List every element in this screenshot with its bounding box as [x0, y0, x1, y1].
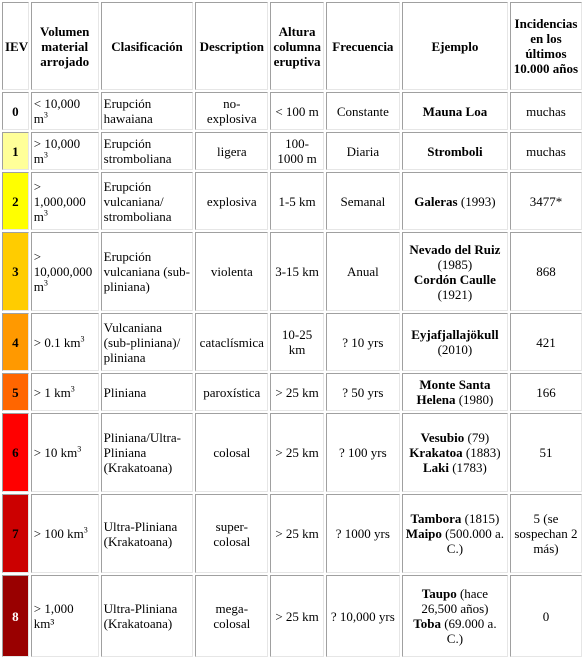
volcano-name: Vesubio — [420, 430, 465, 445]
clasificacion-cell: Erupción hawaiana — [101, 92, 194, 130]
descripcion-cell: ligera — [195, 132, 268, 170]
header-descripcion: Description — [195, 2, 268, 90]
ejemplo-cell — [402, 92, 508, 130]
volcano-name: Tambora — [410, 511, 462, 526]
volcano-name: Eyjafjallajökull — [411, 327, 499, 342]
volcano-name: Monte Santa Helena — [416, 377, 491, 407]
clasificacion-cell: Ultra-Pliniana (Krakatoana) — [101, 575, 194, 657]
volumen-cell: > 1,000,000 $m^3$ — [31, 172, 99, 230]
incidencias-cell: 868 — [510, 232, 582, 311]
cubic-superscript: 3 — [43, 110, 48, 120]
header-volumen: Volumen material arrojado — [31, 2, 99, 90]
descripcion-cell: cataclísmica — [195, 313, 268, 371]
ejemplo-cell — [402, 575, 508, 657]
frecuencia-cell: ? 10 yrs — [326, 313, 400, 371]
ejemplo-cell — [402, 373, 508, 411]
altura-cell: > 25 km — [270, 494, 324, 573]
altura-cell: > 25 km — [270, 373, 324, 411]
clasificacion-cell: Erupción vulcaniana/ stromboliana — [101, 172, 194, 230]
descripcion-cell: violenta — [195, 232, 268, 311]
volcano-year: (hace 26,500 años) — [421, 586, 489, 616]
clasificacion-cell: Ultra-Pliniana (Krakatoana) — [101, 494, 194, 573]
iev-cell: 5 — [2, 373, 29, 411]
volcano-name: Stromboli — [427, 143, 483, 159]
volcano-name: Mauna Loa — [422, 103, 488, 119]
cubic-superscript: 3 — [70, 384, 75, 394]
clasificacion-cell: Erupción stromboliana — [101, 132, 194, 170]
volcano-name: Galeras — [414, 193, 458, 209]
altura-cell: > 25 km — [270, 575, 324, 657]
ejemplo-cell — [402, 313, 508, 371]
descripcion-cell: mega-colosal — [195, 575, 268, 657]
iev-cell: 0 — [2, 92, 29, 130]
descripcion-cell: paroxística — [195, 373, 268, 411]
header-row — [2, 2, 582, 90]
table-row — [2, 232, 582, 311]
volumen-cell: > 10 $km^3$ — [31, 413, 99, 492]
clasificacion-cell: Pliniana/Ultra-Pliniana (Krakatoana) — [101, 413, 194, 492]
iev-cell: 2 — [2, 172, 29, 230]
volcano-name: Krakatoa — [409, 445, 463, 460]
iev-cell: 6 — [2, 413, 29, 492]
volcano-year: (1815) — [461, 511, 500, 526]
cubic-superscript: 3 — [43, 150, 48, 160]
volcano-name: Toba — [413, 616, 441, 631]
volcano-year: (1993) — [457, 193, 496, 209]
volcano-name: Maipo — [405, 526, 442, 541]
header-iev: IEV — [2, 2, 29, 90]
volumen-cell: > 0.1 $km^3$ — [31, 313, 99, 371]
cubic-superscript: 3 — [43, 278, 48, 288]
volcano-name: Nevado del Ruiz — [409, 241, 501, 257]
frecuencia-cell: Diaria — [326, 132, 400, 170]
incidencias-cell: 166 — [510, 373, 582, 411]
volcano-year: (1980) — [455, 392, 494, 407]
ejemplo-cell — [402, 232, 508, 311]
iev-cell: 3 — [2, 232, 29, 311]
cubic-superscript: 3 — [43, 208, 48, 218]
table-row — [2, 172, 582, 230]
incidencias-cell: 0 — [510, 575, 582, 657]
descripcion-cell: colosal — [195, 413, 268, 492]
header-frecuencia: Frecuencia — [326, 2, 400, 90]
frecuencia-cell: Constante — [326, 92, 400, 130]
table-row — [2, 494, 582, 573]
clasificacion-cell: Vulcaniana (sub-pliniana)/ pliniana — [101, 313, 194, 371]
incidencias-cell: 51 — [510, 413, 582, 492]
volcano-name: Taupo — [421, 586, 457, 601]
incidencias-cell: muchas — [510, 92, 582, 130]
cubic-superscript: 3 — [83, 525, 88, 535]
incidencias-cell: 421 — [510, 313, 582, 371]
altura-cell: 3-15 km — [270, 232, 324, 311]
iev-cell: 7 — [2, 494, 29, 573]
volcano-name: Laki — [422, 460, 449, 475]
altura-cell: 1-5 km — [270, 172, 324, 230]
iev-cell: 4 — [2, 313, 29, 371]
table-row — [2, 313, 582, 371]
frecuencia-cell: ? 10,000 yrs — [326, 575, 400, 657]
table-row — [2, 575, 582, 657]
descripcion-cell: super-colosal — [195, 494, 268, 573]
volcano-year: (2010) — [437, 342, 473, 357]
clasificacion-cell: Pliniana — [101, 373, 194, 411]
frecuencia-cell: ? 100 yrs — [326, 413, 400, 492]
cubic-superscript: 3 — [77, 444, 82, 454]
table-row — [2, 132, 582, 170]
header-clasificacion: Clasificación — [101, 2, 194, 90]
volumen-cell: > 10,000,000 $m^3$ — [31, 232, 99, 311]
volumen-cell: > 1,000 km³ — [31, 575, 99, 657]
volcano-year: (1783) — [448, 460, 487, 475]
clasificacion-cell: Erupción vulcaniana (sub-pliniana) — [101, 232, 194, 311]
altura-cell: 10-25 km — [270, 313, 324, 371]
altura-cell: 100-1000 m — [270, 132, 324, 170]
incidencias-cell: 3477* — [510, 172, 582, 230]
iev-cell: 8 — [2, 575, 29, 657]
ejemplo-cell — [402, 172, 508, 230]
header-ejemplo: Ejemplo — [402, 2, 508, 90]
incidencias-cell: 5 (se sospechan 2 más) — [510, 494, 582, 573]
frecuencia-cell: ? 50 yrs — [326, 373, 400, 411]
volumen-cell: > 10,000 $m^3$ — [31, 132, 99, 170]
ejemplo-cell — [402, 413, 508, 492]
volumen-cell: > 100 $km^3$ — [31, 494, 99, 573]
table-row — [2, 92, 582, 130]
descripcion-cell: no-explosiva — [195, 92, 268, 130]
altura-cell: < 100 m — [270, 92, 324, 130]
incidencias-cell: muchas — [510, 132, 582, 170]
altura-cell: > 25 km — [270, 413, 324, 492]
table-row — [2, 373, 582, 411]
frecuencia-cell: Anual — [326, 232, 400, 311]
ejemplo-cell — [402, 494, 508, 573]
volcano-year: (69.000 a. C.) — [440, 616, 497, 646]
volcano-year: (79) — [464, 430, 490, 445]
iev-cell: 1 — [2, 132, 29, 170]
header-altura: Altura columna eruptiva — [270, 2, 324, 90]
volcano-year: (500.000 a. C.) — [441, 526, 505, 556]
frecuencia-cell: ? 1000 yrs — [326, 494, 400, 573]
table-row — [2, 413, 582, 492]
descripcion-cell: explosiva — [195, 172, 268, 230]
volcano-year: (1883) — [462, 445, 501, 460]
volcano-year: (1921) — [437, 286, 473, 302]
header-incidencias: Incidencias en los últimos 10.000 años — [510, 2, 582, 90]
ejemplo-cell — [402, 132, 508, 170]
volcano-name: Cordón Caulle — [413, 271, 496, 287]
volcano-year: (1985) — [437, 256, 473, 272]
volumen-cell: < 10,000 $m^3$ — [31, 92, 99, 130]
volumen-cell: > 1 $km^3$ — [31, 373, 99, 411]
cubic-superscript: 3 — [80, 334, 85, 344]
frecuencia-cell: Semanal — [326, 172, 400, 230]
